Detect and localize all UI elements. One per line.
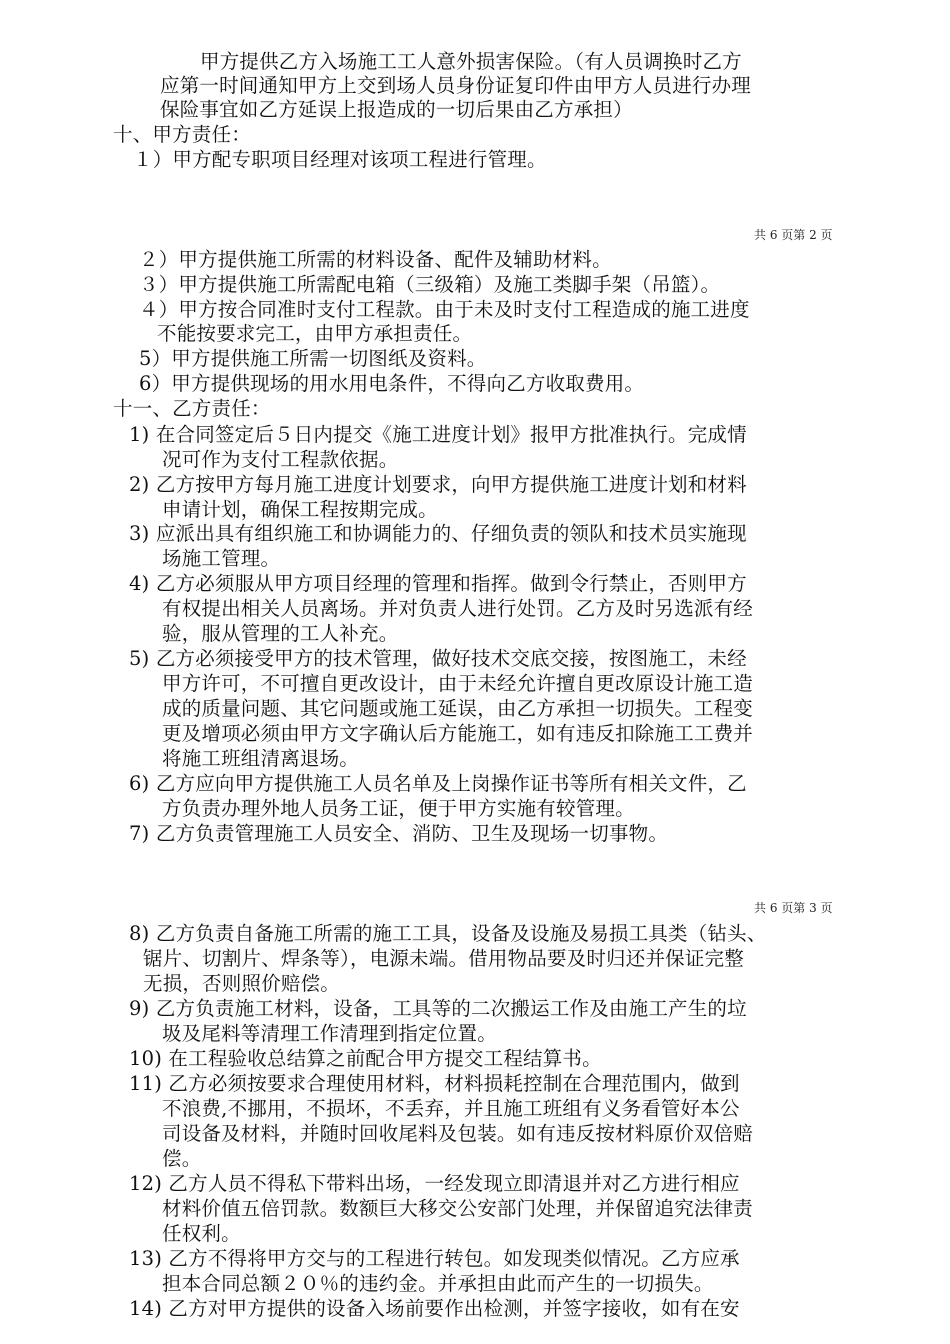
text-line: 无损，否则照价赔偿。 — [143, 972, 341, 995]
text-line: 13) 乙方不得将甲方交与的工程进行转包。如发现类似情况。乙方应承 — [129, 1247, 740, 1270]
text-line: 不浪费,不挪用，不损坏，不丢弃，并且施工班组有义务看管好本公 — [162, 1097, 740, 1120]
text-line: 6) 乙方应向甲方提供施工人员名单及上岗操作证书等所有相关文件，乙 — [129, 772, 747, 795]
text-line: 6）甲方提供现场的用水用电条件，不得向乙方收取费用。 — [139, 372, 645, 395]
text-line: 11) 乙方必须按要求合理使用材料，材料损耗控制在合理范围内，做到 — [129, 1072, 740, 1095]
text-line: 1) 在合同签定后５日内提交《施工进度计划》报甲方批准执行。完成情 — [129, 423, 747, 446]
text-line: 材料价值五倍罚款。数额巨大移交公安部门处理，并保留追究法律责 — [162, 1197, 754, 1220]
text-line: 2) 乙方按甲方每月施工进度计划要求，向甲方提供施工进度计划和材料 — [129, 473, 747, 496]
text-line: 7) 乙方负责管理施工人员安全、消防、卫生及现场一切事物。 — [129, 822, 669, 845]
text-line: 申请计划，确保工程按期完成。 — [162, 498, 438, 521]
page-footer: 共 6 页第 3 页 — [754, 901, 833, 915]
text-line: 10) 在工程验收总结算之前配合甲方提交工程结算书。 — [129, 1047, 602, 1070]
text-line: 将施工班组清离退场。 — [162, 747, 360, 770]
text-line: ３）甲方提供施工所需配电箱（三级箱）及施工类脚手架（吊篮）。 — [139, 273, 721, 296]
text-line: 保险事宜如乙方延误上报造成的一切后果由乙方承担） — [160, 98, 633, 121]
text-line: 锯片、切割片、焊条等），电源未端。借用物品要及时归还并保证完整 — [143, 947, 744, 970]
text-line: 4) 乙方必须服从甲方项目经理的管理和指挥。做到令行禁止，否则甲方 — [129, 572, 747, 595]
text-line: 偿。 — [162, 1147, 202, 1170]
text-line: 司设备及材料，并随时回收尾料及包装。如有违反按材料原价双倍赔 — [162, 1122, 754, 1145]
text-line: ４）甲方按合同准时支付工程款。由于未及时支付工程造成的施工进度 — [139, 298, 750, 321]
text-line: 圾及尾料等清理工作清理到指定位置。 — [162, 1022, 497, 1045]
section-heading: 十、甲方责任： — [113, 123, 251, 146]
text-line: 有权提出相关人员离场。并对负责人进行处罚。乙方及时另选派有经 — [162, 597, 754, 620]
text-line: 验，服从管理的工人补充。 — [162, 622, 399, 645]
text-line: ２）甲方提供施工所需的材料设备、配件及辅助材料。 — [139, 248, 612, 271]
text-line: 况可作为支付工程款依据。 — [162, 448, 399, 471]
text-line: 9) 乙方负责施工材料，设备，工具等的二次搬运工作及由施工产生的垃 — [129, 997, 747, 1020]
text-line: 担本合同总额２０％的违约金。并承担由此而产生的一切损失。 — [162, 1272, 714, 1295]
text-line: 5) 乙方必须接受甲方的技术管理，做好技术交底交接，按图施工，未经 — [129, 647, 747, 670]
text-line: 成的质量问题、其它问题或施工延误，由乙方承担一切损失。工程变 — [162, 697, 754, 720]
page-footer: 共 6 页第 2 页 — [754, 228, 833, 242]
text-line: 8) 乙方负责自备施工所需的施工工具，设备及设施及易损工具类（钻头、 — [129, 922, 767, 945]
text-line: 3) 应派出具有组织施工和协调能力的、仔细负责的领队和技术员实施现 — [129, 522, 747, 545]
text-line: 任权利。 — [162, 1222, 241, 1245]
text-line: １）甲方配专职项目经理对该项工程进行管理。 — [133, 148, 547, 171]
text-line: 甲方许可，不可擅自更改设计，由于未经允许擅自更改原设计施工造 — [162, 672, 754, 695]
text-line: 甲方提供乙方入场施工工人意外损害保险。（有人员调换时乙方 — [200, 50, 742, 73]
text-line: 更及增项必须由甲方文字确认后方能施工，如有违反扣除施工工费并 — [162, 722, 754, 745]
section-heading: 十一、乙方责任： — [113, 397, 271, 420]
text-line: 12) 乙方人员不得私下带料出场，一经发现立即清退并对乙方进行相应 — [129, 1172, 740, 1195]
text-line: 方负责办理外地人员务工证，便于甲方实施有较管理。 — [162, 797, 635, 820]
text-line: 场施工管理。 — [162, 547, 281, 570]
text-line: 应第一时间通知甲方上交到场人员身份证复印件由甲方人员进行办理 — [160, 74, 752, 97]
text-line: 14) 乙方对甲方提供的设备入场前要作出检测，并签字接收，如有在安 — [129, 1297, 740, 1320]
text-line: 5）甲方提供施工所需一切图纸及资料。 — [139, 347, 487, 370]
text-line: 不能按要求完工，由甲方承担责任。 — [157, 322, 473, 345]
